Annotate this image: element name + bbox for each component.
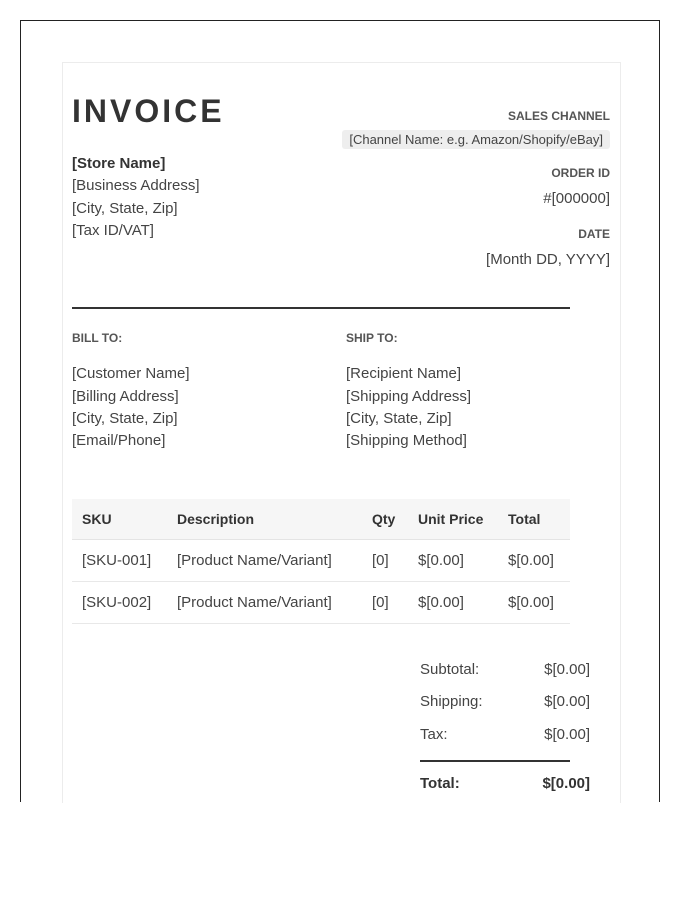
ship-to-line: [Recipient Name] — [346, 365, 462, 382]
date-value: [Month DD, YYYY] — [486, 251, 610, 268]
date-label: DATE — [578, 227, 610, 241]
column-header-sku: SKU — [72, 499, 167, 540]
invoice-title: INVOICE — [72, 93, 225, 129]
cell-total: $[0.00] — [498, 582, 570, 624]
subtotal-label: Subtotal: — [420, 661, 480, 678]
sales-channel-label: SALES CHANNEL — [507, 109, 610, 123]
shipping-label: Shipping: — [420, 693, 483, 710]
table-row — [72, 540, 570, 582]
ship-to-line: [Shipping Address] — [346, 388, 472, 405]
column-header-description: Description — [167, 499, 362, 540]
bill-to-line: [Customer Name] — [72, 365, 190, 382]
sales-channel-badge: [Channel Name: e.g. Amazon/Shopify/eBay] — [342, 130, 610, 149]
tax-value: $[0.00] — [544, 726, 590, 743]
ship-to-label: SHIP TO: — [346, 331, 398, 345]
cell-qty: [0] — [362, 540, 408, 582]
bill-to-line: [Billing Address] — [72, 388, 179, 405]
ship-to-line: [Shipping Method] — [346, 432, 467, 449]
table-header-row — [72, 499, 570, 540]
cell-unit-price: $[0.00] — [408, 582, 498, 624]
total-divider — [420, 760, 570, 762]
total-value: $[0.00] — [542, 775, 590, 792]
subtotal-value: $[0.00] — [544, 661, 590, 678]
bill-to-line: [Email/Phone] — [72, 432, 166, 449]
bill-to-label: BILL TO: — [72, 331, 123, 345]
order-id-label: ORDER ID — [551, 166, 610, 180]
line-items-table — [72, 499, 570, 624]
cell-unit-price: $[0.00] — [408, 540, 498, 582]
store-tax-id: [Tax ID/VAT] — [72, 222, 154, 239]
total-label: Total: — [420, 775, 460, 792]
store-city: [City, State, Zip] — [72, 200, 178, 217]
cell-qty: [0] — [362, 582, 408, 624]
bill-to-line: [City, State, Zip] — [72, 410, 178, 427]
tax-label: Tax: — [420, 726, 448, 743]
column-header-total: Total — [498, 499, 570, 540]
cell-description: [Product Name/Variant] — [167, 582, 362, 624]
store-address: [Business Address] — [72, 177, 200, 194]
cell-sku: [SKU-002] — [72, 582, 167, 624]
order-id-value: #[000000] — [543, 190, 610, 207]
cell-description: [Product Name/Variant] — [167, 540, 362, 582]
column-header-unit-price: Unit Price — [408, 499, 498, 540]
ship-to-line: [City, State, Zip] — [346, 410, 452, 427]
shipping-value: $[0.00] — [544, 693, 590, 710]
table-row — [72, 582, 570, 624]
cell-total: $[0.00] — [498, 540, 570, 582]
cell-sku: [SKU-001] — [72, 540, 167, 582]
column-header-qty: Qty — [362, 499, 408, 540]
store-name: [Store Name] — [72, 155, 166, 172]
header-divider — [72, 307, 570, 309]
